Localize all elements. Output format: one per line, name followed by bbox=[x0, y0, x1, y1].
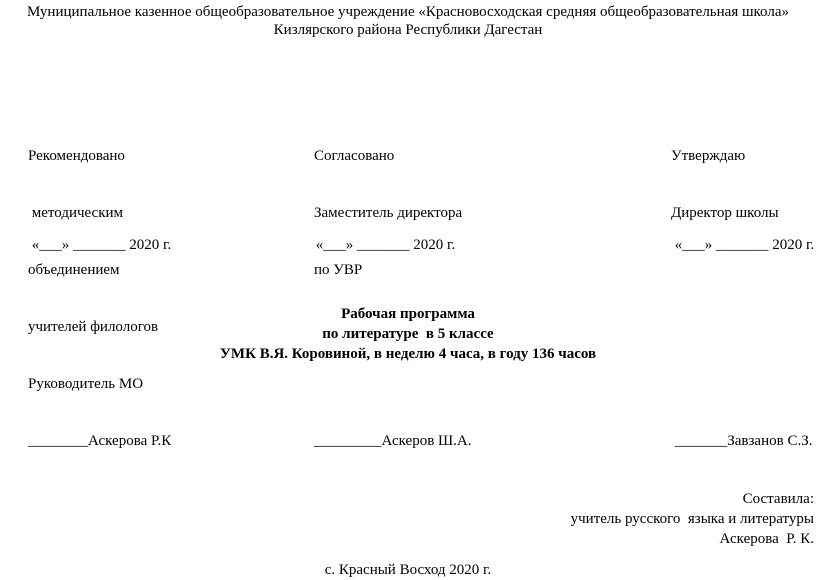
school-district: Кизлярского района Республики Дагестан bbox=[273, 22, 543, 38]
agreed-line: по УВР bbox=[314, 262, 363, 278]
approved-date: «___» _______ 2020 г. bbox=[671, 237, 815, 253]
school-name: Муниципальное казенное общеобразовательное учреждение «Красновосходская средняя общеобразовательная школа» bbox=[26, 4, 790, 20]
program-title: Рабочая программа bbox=[341, 306, 475, 322]
recommended-line: методическим bbox=[28, 205, 124, 221]
approved-signature: _______Завзанов С.З. bbox=[671, 433, 813, 449]
recommended-block bbox=[28, 109, 171, 470]
approved-block bbox=[671, 109, 816, 470]
recommended-line: учителей филологов bbox=[28, 319, 159, 335]
agreed-date: «___» _______ 2020 г. bbox=[312, 237, 456, 253]
compiled-label: Составила: bbox=[742, 491, 814, 507]
compiled-role: учитель русского языка и литературы bbox=[570, 511, 814, 527]
program-details: УМК В.Я. Коровиной, в неделю 4 часа, в году 136 часов bbox=[219, 346, 597, 362]
program-subject: по литературе в 5 классе bbox=[322, 326, 494, 342]
approved-line bbox=[671, 375, 816, 394]
approved-line: Утверждаю bbox=[671, 148, 746, 164]
recommended-signature: ________Аскерова Р.К bbox=[28, 433, 172, 449]
agreed-line bbox=[314, 375, 472, 394]
agreed-line: Заместитель директора bbox=[314, 205, 463, 221]
agreed-block bbox=[314, 109, 472, 470]
recommended-line: объединением bbox=[28, 262, 120, 278]
agreed-signature: _________Аскеров Ш.А. bbox=[314, 433, 472, 449]
compiled-name: Аскерова Р. К. bbox=[719, 531, 814, 547]
agreed-line: Согласовано bbox=[314, 148, 395, 164]
approved-line bbox=[671, 261, 816, 280]
place-year: с. Красный Восход 2020 г. bbox=[324, 562, 492, 578]
recommended-date: «___» _______ 2020 г. bbox=[28, 237, 172, 253]
recommended-line: Руководитель МО bbox=[28, 376, 144, 392]
approved-line: Директор школы bbox=[671, 205, 779, 221]
recommended-line: Рекомендовано bbox=[28, 148, 125, 164]
